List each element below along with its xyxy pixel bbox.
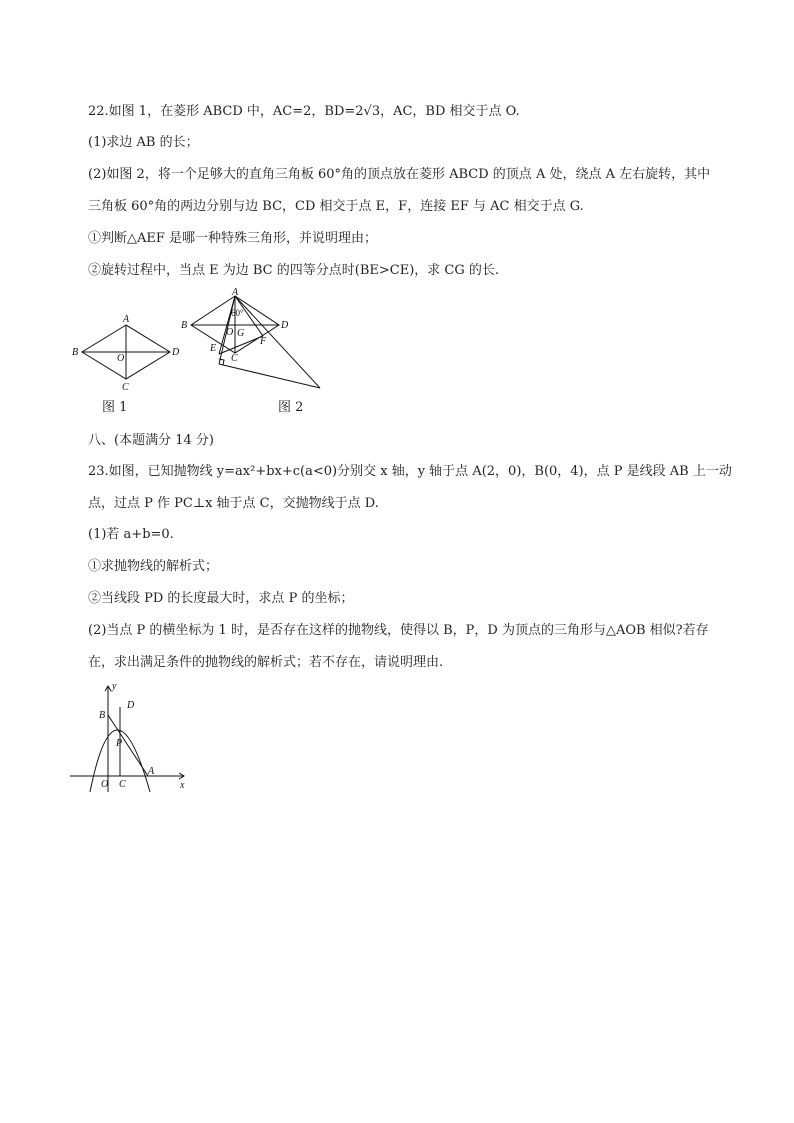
q23-line1: 23.如图，已知抛物线 y=ax²+bx+c(a<0)分别交 x 轴，y 轴于点 A(2，0)，B(0，4)，点 P 是线段 AB 上一动 — [88, 464, 732, 479]
triangle-base — [219, 364, 320, 388]
q23-part2-line2: 在，求出满足条件的抛物线的解析式；若不存在，请说明理由. — [88, 655, 444, 670]
label-c: C — [231, 353, 238, 364]
label-f: F — [260, 336, 267, 347]
q22-sub2: ②旋转过程中，当点 E 为边 BC 的四等分点时(BE>CE)，求 CG 的长. — [88, 263, 500, 278]
q22-part2-line1: (2)如图 2，将一个足够大的直角三角板 60°角的顶点放在菱形 ABCD 的顶点 A 处，绕点 A 左右旋转，其中 — [88, 167, 711, 182]
label-c: C — [122, 382, 129, 393]
label-d: D — [127, 700, 135, 711]
label-b: B — [181, 320, 188, 331]
label-y: y — [112, 681, 117, 692]
label-e: E — [210, 343, 217, 354]
figure-2-rhombus-triangle — [175, 288, 335, 398]
label-o: O — [226, 327, 234, 338]
q22-part1: (1)求边 AB 的长； — [88, 135, 199, 150]
label-b: B — [99, 710, 106, 721]
label-d: D — [172, 347, 180, 358]
label-a: A — [148, 766, 155, 777]
label-angle: 60° — [231, 308, 244, 318]
q23-part2-line1: (2)当点 P 的横坐标为 1 时，是否存在这样的抛物线，使得以 B，P，D 为顶点的三角形与△AOB 相似?若存 — [88, 623, 709, 638]
q23-part1: (1)若 a+b=0. — [88, 527, 174, 542]
q22-part2-line2: 三角板 60°角的两边分别与边 BC，CD 相交于点 E，F，连接 EF 与 AC 相交于点 G. — [88, 199, 584, 214]
label-a: A — [232, 287, 239, 298]
q23-sub1: ①求抛物线的解析式； — [88, 559, 219, 574]
figure-2-caption: 图 2 — [278, 400, 304, 415]
label-o: O — [101, 779, 109, 790]
q22-title: 22.如图 1，在菱形 ABCD 中，AC=2，BD=2√3，AC，BD 相交于点 O. — [88, 104, 520, 119]
q23-sub2: ②当线段 PD 的长度最大时，求点 P 的坐标； — [88, 591, 354, 606]
figure-1-caption: 图 1 — [102, 400, 128, 415]
section-8-heading: 八、(本题满分 14 分) — [88, 433, 214, 448]
label-o: O — [117, 353, 125, 364]
figure-parabola — [68, 680, 193, 795]
label-x: x — [180, 780, 185, 791]
label-p: P — [116, 738, 123, 749]
q23-line2: 点，过点 P 作 PC⊥x 轴于点 C，交抛物线于点 D. — [88, 496, 379, 511]
label-b: B — [72, 347, 79, 358]
label-g: G — [237, 328, 245, 339]
segment-ab — [108, 715, 148, 776]
label-d: D — [281, 320, 289, 331]
label-a: A — [123, 314, 130, 325]
label-c: C — [119, 779, 126, 790]
q22-sub1: ①判断△AEF 是哪一种特殊三角形，并说明理由； — [88, 231, 378, 246]
